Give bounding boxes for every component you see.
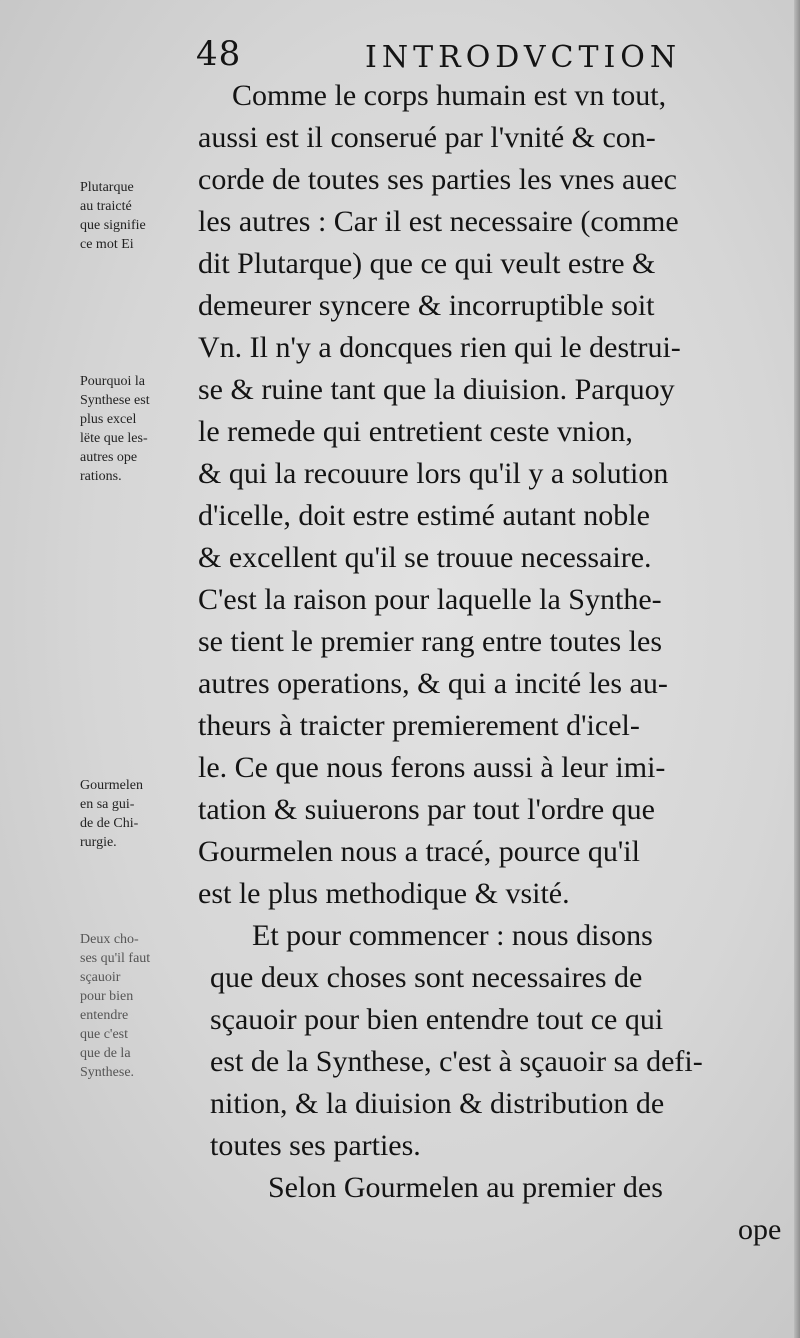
body-line: Gourmelen nous a tracé, pource qu'il [198, 835, 640, 868]
body-line: & excellent qu'il se trouue necessaire. [198, 541, 652, 574]
margin-note-line: autres ope [80, 450, 138, 465]
body-line: se tient le premier rang entre toutes les [198, 625, 662, 658]
margin-note-line: Synthese. [80, 1065, 135, 1080]
margin-note-line: que c'est [80, 1027, 129, 1042]
margin-note-line: au traicté [80, 199, 132, 214]
body-line: dit Plutarque) que ce qui veult estre & [198, 247, 656, 280]
body-line: d'icelle, doit estre estimé autant noble [198, 499, 650, 532]
margin-note-line: rurgie. [80, 835, 117, 850]
body-line: autres operations, & qui a incité les au- [198, 667, 668, 700]
body-line: demeurer syncere & incorruptible soit [198, 289, 655, 322]
margin-note-line: Plutarque [80, 180, 134, 195]
body-line: nition, & la diuision & distribution de [210, 1087, 665, 1120]
body-line: que deux choses sont necessaires de [210, 961, 643, 994]
body-line: tation & suiuerons par tout l'ordre que [198, 793, 655, 826]
body-line: est de la Synthese, c'est à sçauoir sa defi- [210, 1045, 703, 1078]
body-line: Et pour commencer : nous disons [252, 919, 653, 952]
body-line: C'est la raison pour laquelle la Synthe- [198, 583, 662, 616]
body-line: Selon Gourmelen au premier des [268, 1171, 663, 1204]
body-line: les autres : Car il est necessaire (comme [198, 205, 679, 238]
margin-note-line: Gourmelen [80, 778, 143, 793]
margin-note-deux-choses [80, 930, 192, 1082]
body-line: corde de toutes ses parties les vnes auec [198, 163, 677, 196]
body-line: le. Ce que nous ferons aussi à leur imi- [198, 751, 666, 784]
body-line: est le plus methodique & vsité. [198, 877, 570, 910]
page-number: 48 [196, 34, 242, 74]
body-line: Vn. Il n'y a doncques rien qui le destrui- [198, 331, 681, 364]
margin-note-plutarque [80, 178, 192, 254]
running-title: INTRODVCTION [365, 40, 682, 75]
body-line: se & ruine tant que la diuision. Parquoy [198, 373, 675, 406]
margin-note-line: ses qu'il faut [80, 951, 151, 966]
margin-note-line: Deux cho- [80, 932, 139, 947]
body-line: le remede qui entretient ceste vnion, [198, 415, 633, 448]
margin-note-line: que de la [80, 1046, 131, 1061]
page-edge [794, 0, 800, 1338]
margin-note-line: Synthese est [80, 393, 150, 408]
catchword: ope [738, 1213, 782, 1246]
body-line: Comme le corps humain est vn tout, [232, 79, 667, 112]
body-line: theurs à traicter premierement d'icel- [198, 709, 640, 742]
margin-note-line: que signifie [80, 218, 146, 233]
margin-note-line: entendre [80, 1008, 129, 1023]
margin-note-gourmelen [80, 776, 192, 852]
body-line: & qui la recouure lors qu'il y a solution [198, 457, 669, 490]
margin-note-line: lëte que les- [80, 431, 148, 446]
margin-note-line: sçauoir [80, 970, 121, 985]
margin-note-line: Pourquoi la [80, 374, 145, 389]
body-line: sçauoir pour bien entendre tout ce qui [210, 1003, 664, 1036]
margin-note-line: pour bien [80, 989, 134, 1004]
margin-note-line: plus excel [80, 412, 137, 427]
running-header [0, 30, 800, 80]
margin-note-line: rations. [80, 469, 122, 484]
body-line: toutes ses parties. [210, 1129, 421, 1162]
margin-note-line: de de Chi- [80, 816, 139, 831]
margin-note-synthese [80, 372, 192, 486]
margin-note-line: ce mot Ei [80, 237, 134, 252]
body-line: aussi est il conserué par l'vnité & con- [198, 121, 656, 154]
margin-note-line: en sa gui- [80, 797, 135, 812]
